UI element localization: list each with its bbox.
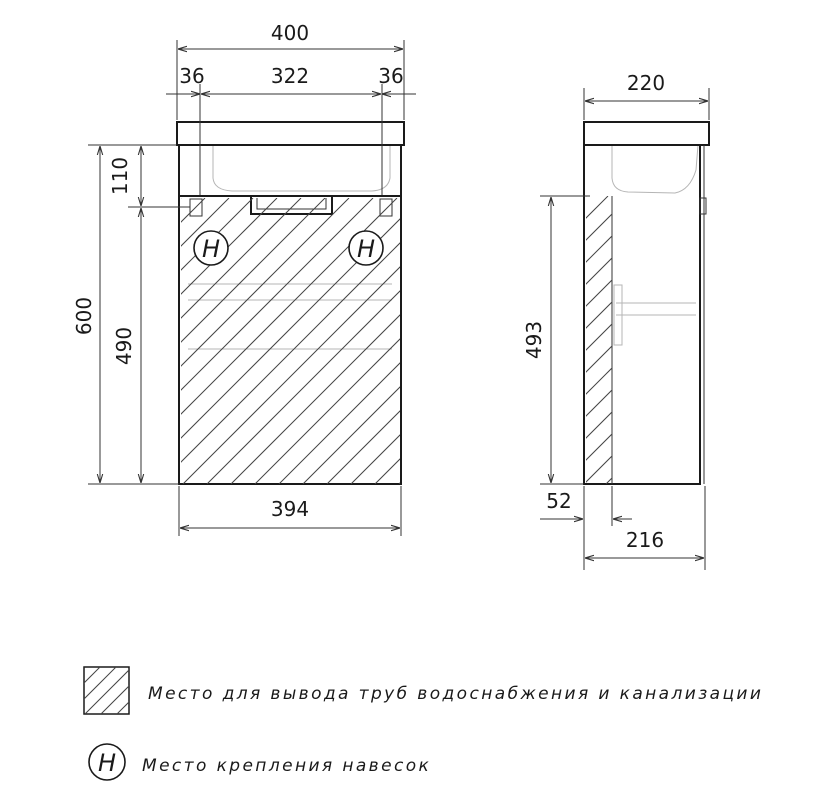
dim-36-right-label: 36 xyxy=(378,64,404,88)
front-view xyxy=(0,21,709,536)
hatch-line xyxy=(540,196,821,484)
hatch-line xyxy=(351,198,637,484)
hatch-line xyxy=(452,196,740,484)
front-mount-mark-left xyxy=(194,231,228,265)
hatch-line xyxy=(0,198,181,484)
dim-220-label: 220 xyxy=(626,71,666,95)
dim-493-label: 493 xyxy=(522,320,546,360)
hatch-line xyxy=(474,196,762,484)
dim-490-label: 490 xyxy=(112,326,136,366)
hatch-line xyxy=(39,198,325,484)
dim-36-left-label: 36 xyxy=(179,64,205,88)
hatch-line xyxy=(15,198,301,484)
hatch-line xyxy=(606,196,821,484)
front-mount-mark-right-text: H xyxy=(356,235,376,263)
dim-52-label: 52 xyxy=(546,489,572,513)
front-mount-mark-right xyxy=(349,231,383,265)
hatch-line xyxy=(375,198,661,484)
hatch-line xyxy=(584,196,821,484)
legend-mount-symbol xyxy=(89,744,125,780)
hatch-line xyxy=(430,196,718,484)
side-countertop xyxy=(584,122,709,145)
dim-400-label: 400 xyxy=(270,21,310,45)
hatch-line xyxy=(562,196,821,484)
hatch-line xyxy=(628,196,821,484)
hatch-line xyxy=(37,667,84,714)
hatch-line xyxy=(0,198,205,484)
hatch-line xyxy=(255,198,541,484)
legend-hatch-swatch xyxy=(84,667,129,714)
dim-110-label: 110 xyxy=(108,156,132,196)
hatch-line xyxy=(303,198,589,484)
hatch-line xyxy=(518,196,806,484)
front-basin-outline xyxy=(213,145,390,191)
legend-hatch-label: Место для вывода труб водоснабжения и канализации xyxy=(148,684,764,704)
hatch-line xyxy=(408,196,696,484)
front-mount-mark-left-text: H xyxy=(201,235,221,263)
hatch-line xyxy=(364,196,652,484)
hatch-line xyxy=(0,198,277,484)
side-basin-outline xyxy=(612,145,698,193)
dim-322-label: 322 xyxy=(270,64,310,88)
legend xyxy=(37,667,763,780)
dim-216-label: 216 xyxy=(625,528,665,552)
dim-394-label: 394 xyxy=(270,497,310,521)
hatch-line xyxy=(423,198,709,484)
legend-mount-mark-text: H xyxy=(97,749,117,777)
dim-600-label: 600 xyxy=(72,296,96,336)
hatch-line xyxy=(342,196,630,484)
legend-mount-label: Место крепления навесок xyxy=(142,756,432,776)
front-countertop xyxy=(177,122,404,145)
